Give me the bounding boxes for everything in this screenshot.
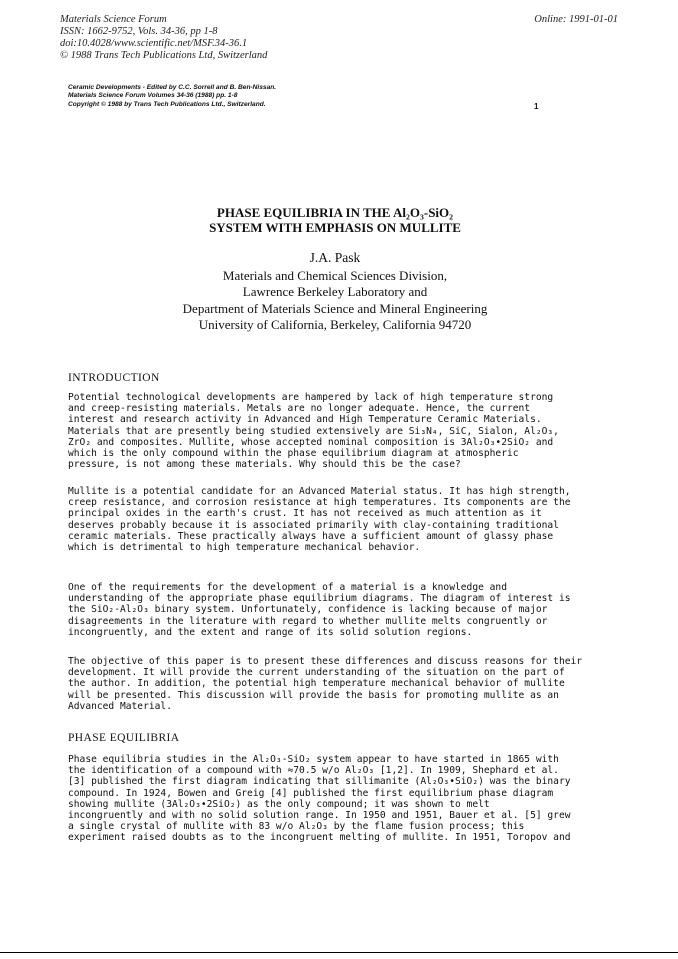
issn-line: ISSN: 1662-9752, Vols. 34-36, pp 1-8 bbox=[60, 26, 218, 37]
author-name: J.A. Pask bbox=[309, 250, 361, 265]
affiliation-line: University of California, Berkeley, California 94720 bbox=[198, 316, 472, 332]
affiliation-line: Lawrence Berkeley Laboratory and bbox=[242, 284, 428, 300]
intro-paragraph-3: One of the requirements for the development of a material is a knowledge and understanding of the appropriate phase equilibrium diagrams. The diagram of interest is the SiO₂-Al₂O₃ binary system. Unfortunately, confidence is lacking because of major disagreements in the literature with regard to whether mullite melts congruently or incongruently, and the extent and range of its solid solution regions. bbox=[68, 582, 571, 638]
title-line-2: SYSTEM WITH EMPHASIS ON MULLITE bbox=[209, 220, 461, 235]
volume-header-volume: Materials Science Forum Volumes 34-36 (1988) pp. 1-8 bbox=[68, 92, 238, 100]
journal-meta bbox=[60, 14, 267, 62]
affiliation-line: Department of Materials Science and Mineral Engineering bbox=[182, 300, 488, 316]
section-heading-introduction: INTRODUCTION bbox=[68, 372, 160, 384]
affiliation bbox=[100, 268, 570, 333]
page-number: 1 bbox=[534, 102, 539, 111]
intro-paragraph-4: The objective of this paper is to present these differences and discuss reasons for their development. It will provide the current understanding of the situation on the part of the author. In addition, the potential high temperature mechanical behavior of mullite will be presented. This discussion will provide the basis for promoting mullite as an Advanced Material. bbox=[68, 656, 583, 712]
online-date: Online: 1991-01-01 bbox=[534, 14, 618, 25]
intro-paragraph-2: Mullite is a potential candidate for an Advanced Material status. It has high strength, creep resistance, and corrosion resistance at high temperatures. Its components are the principal oxides in the earth's crust. It has not received as much attention as it deserves probably because it is associated primarily with clay-containing traditional ceramic materials. These practically always have a sufficient amount of glassy phase which is detrimental to high temperature mechanical behavior. bbox=[68, 486, 571, 554]
phase-paragraph-1: Phase equilibria studies in the Al₂O₃-SiO₂ system appear to have started in 1865 with the identification of a compound with ≈70.5 w/o Al₂O₃ [1,2]. In 1909, Shephard et al. [3] published the first diagram indicating that sillimanite (Al₂O₃•SiO₂) was the binary compound. In 1924, Bowen and Greig [4] published the first equilibrium phase diagram showing mullite (3Al₂O₃•2SiO₂) as the only compound; it was shown to melt incongruently and with no solid solution range. In 1950 and 1951, Bauer et al. [5] grew a single crystal of mullite with 83 w/o Al₂O₃ by the flame fusion process; this experiment raised doubts as to the incongruent melting of mullite. In 1951, Toropov and bbox=[68, 754, 571, 844]
copyright-line: © 1988 Trans Tech Publications Ltd, Switzerland bbox=[60, 50, 268, 61]
volume-header-editors: Ceramic Developments - Edited by C.C. Sorrell and B. Ben-Nissan. bbox=[68, 84, 277, 91]
paper-title bbox=[100, 205, 570, 235]
journal-name: Materials Science Forum bbox=[60, 14, 167, 25]
bottom-rule bbox=[0, 952, 678, 953]
section-heading-phase-equilibria: PHASE EQUILIBRIA bbox=[68, 732, 180, 744]
title-line-1: PHASE EQUILIBRIA IN THE Al₂O₃-SiO₂ bbox=[216, 205, 454, 220]
intro-paragraph-1: Potential technological developments are hampered by lack of high temperature strong and creep-resisting materials. Metals are no longer adequate. Hence, the current interest and research activity in Advanced and High Temperature Ceramic Materials. Materials that are presently being studied extensively are Si₃N₄, SiC, Sialon, Al₂O₃, ZrO₂ and composites. Mullite, whose accepted nominal composition is 3Al₂O₃•2SiO₂ and which is the only compound within the phase equilibrium diagram at atmospheric pressure, is not among these materials. Why should this be the case? bbox=[68, 392, 559, 471]
affiliation-line: Materials and Chemical Sciences Division, bbox=[222, 268, 448, 283]
volume-header-copyright: Copyright © 1988 by Trans Tech Publications Ltd., Switzerland. bbox=[68, 100, 266, 108]
volume-header bbox=[68, 84, 276, 109]
doi-line: doi:10.4028/www.scientific.net/MSF.34-36.1 bbox=[60, 38, 248, 49]
